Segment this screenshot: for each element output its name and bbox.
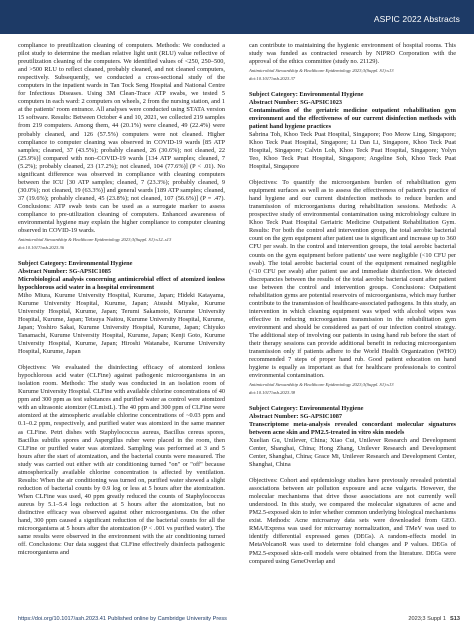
abstract-block	[18, 260, 225, 558]
doi-link[interactable]: doi:10.1017/ash.2023.36	[18, 244, 65, 250]
left-column	[18, 42, 225, 557]
page-footer	[18, 616, 460, 626]
abstract-number: Abstract Number: SG-APSIC1023	[249, 98, 343, 106]
abstract-title: Transcriptome meta-analysis revealed concordant molecular signatures between acne skin and PM2.5-treated in vitro skin models	[249, 420, 456, 436]
citation-line: Antimicrobial Stewardship & Healthcare Epidemiology 2023;3(Suppl. S1):s12–s13	[18, 237, 172, 243]
citation-line: Antimicrobial Stewardship & Healthcare Epidemiology 2023;3(Suppl. S1):s13	[249, 68, 394, 74]
right-column	[249, 42, 456, 566]
footer-doi-link[interactable]: https://doi.org/10.1017/ash.2023.41 Published online by Cambridge University Press	[18, 616, 227, 622]
abstract-number: Abstract Number: SG-APSIC1085	[18, 267, 112, 275]
doi-link[interactable]: doi:10.1017/ash.2023.37	[249, 75, 296, 81]
subject-category: Subject Category: Environmental Hygiene	[249, 90, 364, 98]
doi-link[interactable]: doi:10.1017/ash.2023.38	[249, 389, 296, 395]
abstract-authors: Sabrina Toh, Khoo Teck Puat Hospital, Singapore; Foo Meow Ling, Singapore; Khoo Teck Puat Hospital, Singapore; Li Dan Li, Singapore, Khoo Teck Puat Hospital, Singapore; Calvin Loh, Khoo Teck Puat Hospital, Singapore; Yolyn Teo, Khoo Teck Puat Hospital, Singapore; Angeline Soh, Khoo Teck Puat Hospital, Singapore	[249, 130, 456, 171]
subject-category: Subject Category: Environmental Hygiene	[249, 404, 364, 412]
abstract-block	[249, 405, 456, 566]
abstract-number: Abstract Number: SG-APSIC1087	[249, 412, 343, 420]
abstract-body: Objectives: To quantify the microorganism burden of rehabilitation gym equipment surfaces as well as to assess the effectiveness of patient's practice of hand hygiene and our current disinfection methods to reduce burden and transmission of microorganisms during rehabilitation sessions. Methods: A prospective study of environmental contamination using microbiology culture in Khoo Teck Puat Hospital Geriatric Medicine Outpatient Rehabilitation Gym. Results: For both the control and intervention group, the total aerobic bacterial count on the gym equipment after patient use is significant and increase up to 360 CFU per swab. In the control and intervention groups, the total aerobic bacterial counts on the gym equipment before patients' use were negligible (<10 CFU per swab). The total aerobic bacterial count of the equipment remained negligible (<10 CFU per swab) after patient use and immediate disinfection. We detected discrepancies between the results of the total aerobic bacterial count after patient use between the control and intervention groups. Conclusions: Outpatient rehabilitation gyms are potential reservoirs of microorganisms, which may further contribute to the transmission of healthcare-associated pathogens. In this study, an intervention in which cleaning equipment was wiped with alcohol wipes was effective in reducing microorganism transmission in the rehabilitation gym environment and should be considered as part of our infection control strategy. The additional step of involving our patients in using hand rub before the start of their therapy sessions can provide additional benefit in reducing microorganism transmission only if patients adhere to the World Health Organization (WHO) recommended 7 steps of proper hand rub. Good patient education on hand hygiene is equally as important as that for healthcare professionals to control environmental contamination.	[249, 179, 456, 380]
abstract-continuation-text: can contribute to maintaining the hygienic environment of hospital rooms. This study was funded as contracted research by NIPRO Corporation with the approval of the ethics committee (study no. 21129).	[249, 42, 456, 66]
abstract-body: Objectives: We evaluated the disinfecting efficacy of atomized ionless hypochlorous acid water (CLFine) against pathogenic microorganisms in an isolation room. Methods: The study was conducted in an isolation room of Kurume University Hospital. CLFine with available chlorine concentrations of 40 ppm and 300 ppm as test substances and purified water as control were atomized with an ultrasonic atomizer (CLmistL). The 40 ppm and 300 ppm of CLFine were atomized at the atmospheric available chlorine concentrations of ~0.03 ppm and 0.1–0.2 ppm, respectively, and purified water was atomized in the same manner as CLFine. Petri dishes with Staphylococcus aureus, Bacillus cereus spores, Bacillus subtilis spores and Aspergillus ruber were placed in the room, then CLFine or purified water was atomized. Sampling was performed at 3 and 5 hours after the start of atomization, and the bacterial counts were measured. The study was carried out either with air conditioning turned "on" or "off" because atmospherically available chlorine concentration is affected by ventilation. Results: When the air conditioning was turned on, purified water showed a slight reduction of bacterial counts by 0.9 log or less at 5 hours after the atomization. When CLFine was used, 40 ppm greatly reduced the counts of Staphylococcus aureus by 5.1–5.4 logs reduction at 5 hours after the atomization, but no distinctive efficacy was observed against other microorganisms. On the other hand, 300 ppm caused a significant reduction of the bacterial counts for all the microorganisms at 5 hours after the atomization (P < .001 vs purified water). The same results were observed in the environment with the air conditioning turned off. Conclusions: Our data suggest that CLFine effectively disinfects pathogenic microorganisms and	[18, 364, 225, 557]
abstract-title: Contamination of the geriatric medicine outpatient rehabilitation gym environment and the effectiveness of our current disinfection methods with patient hand hygiene practices	[249, 106, 456, 130]
footer-page-info	[408, 616, 460, 622]
abstract-authors: Xuelian Gu, Unilever, China; Xiao Cui, Unilever Research and Development Center, Shanghai, China; Hong Zhang, Unilever Research and Development Center, Shanghai, China; Grace Mi, Unilever Research and Development Center, Shanghai, China	[249, 436, 456, 469]
page-number: S13	[450, 616, 460, 622]
abstract-authors: Miho Miura, Kurume University Hospital, Kurume, Japan; Hideki Katayama, Kurume University Hospital, Kurume, Japan; Atsushi Miyake, Kurume University Hospital, Kurume, Japan; Terumi Sakamoto, Kurume University Hospital, Kurume, Japan; Tetsuya Naitou, Kurume University Hospital, Kurume, Japan; Yoshiro Sakai, Kurume University Hospital, Kurume, Japan; Chiyuko Tanamachi, Kurume University Hospital, Kurume, Japan; Kenji Goto, Kurume University Hospital, Kurume, Japan; Hiroshi Watanabe, Kurume University Hospital, Kurume, Japan	[18, 291, 225, 356]
running-title: ASPIC 2022 Abstracts	[373, 14, 460, 24]
abstract-continuation-text: compliance to preutilization cleaning of computers. Methods: We conducted a pilot study to determine the median relative light unit (RLU) value reflective of preutilization cleaning of the computers. We identified values of <250, 250–500, and >500 RLU to reflect cleaned, probably cleaned, and not cleaned computers, respectively. Subsequently, we conducted a cross-sectional study of the computers in the inpatient wards in Tan Tock Seng Hospital and National Centre for Infectious Diseases. Using 3M Clean-Trace ATP swabs, we tested 5 computers in each ward: 2 computers on wheels, 2 from the nursing station, and 1 at the patients' room entrance. All analyses were conducted using STATA version 15 software. Results: Between October 4 and 10, 2021, we collected 219 samples from 219 computers. Among them, 44 (20.1%) were cleaned, 49 (22.4%) were probably cleaned, and 126 (57.5%) computers were not cleaned. Higher compliance to computer cleaning was observed in COVID-19 wards [85 ATP samples; cleaned, 37 (43.5%); probably cleaned, 26 (30.6%); not cleaned, 22 (25.9%)] compared with non–COVID-19 wards [134 ATP samples; cleaned, 7 (5.2%); probably cleaned, 23 (17.2%); not cleaned, 104 (77.6%)] (P < .01). No significant difference was observed in compliance with cleaning computers between the ICU [30 ATP samples; cleaned, 7 (23.3%); probably cleaned, 9 (30.0%); not cleaned, 19 (63.3%)] and general wards [189 ATP samples; cleaned, 37 (19.6%); probably cleaned, 45 (23.8%); not cleaned, 107 (56.6%)] (P = .47). Conclusions: ATP swab tests can be used as a surrogate marker to assess compliance to pre-utilization cleaning of computers. Enhanced awareness of environmental hygiene may explain the higher compliance to computer cleaning observed in COVID-19 wards.	[18, 42, 225, 235]
issue-label: 2023;3 Suppl 1	[408, 616, 447, 622]
abstract-title: Microbiological analysis concerning antimicrobial effect of atomized ionless hypochlorous acid water in a hospital environment	[18, 275, 225, 291]
subject-category: Subject Category: Environmental Hygiene	[18, 259, 133, 267]
citation-line: Antimicrobial Stewardship & Healthcare Epidemiology 2023;3(Suppl. S1):s13	[249, 382, 394, 388]
abstract-body: Objectives: Cohort and epidemiology studies have previously revealed potential associations between air pollution exposure and acne vulgaris. However, the molecular mechanisms that drive those associations are not currently well understood. In this study, we compared the molecular signatures of acne and PM2.5-exposed skin to infer whether common underlying biological mechanisms exist. Methods: Acne microarray data sets were downloaded from GEO. RMA/Express was used for microarray normalization, and TMeV was used to identify differential expressed genes (DEGs). A random-effects model in MetaVolcanoR was used to determine fold changes and P values. DEGs of PM2.5-exposed skin-cell models were obtained from the literature. DEGs were compared using GeneOverlap and	[249, 477, 456, 565]
abstract-block	[249, 91, 456, 396]
